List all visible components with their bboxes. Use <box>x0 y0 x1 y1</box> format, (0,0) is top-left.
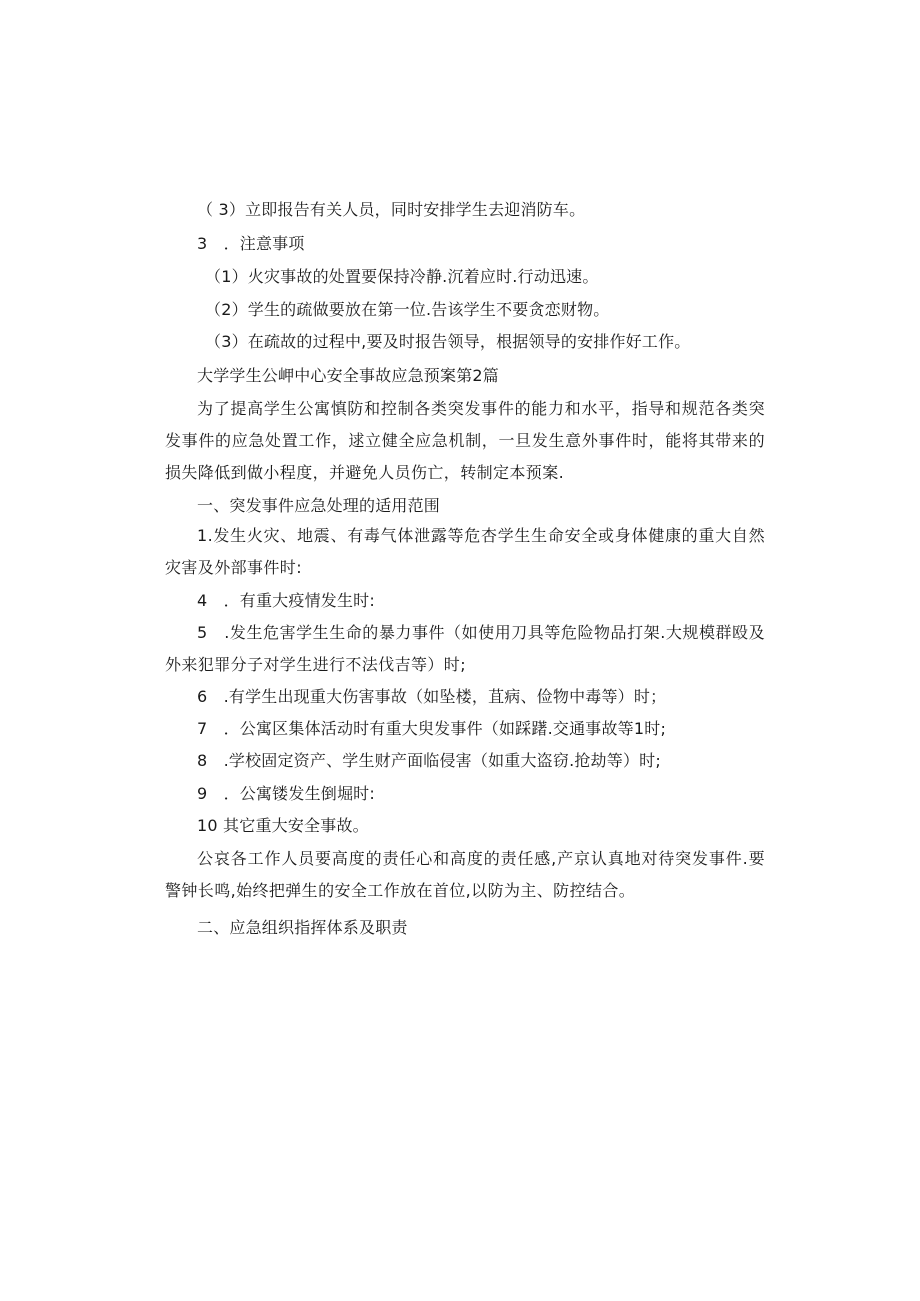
precautions-heading: 3 ．注意事项 <box>197 234 305 253</box>
closing-paragraph: 公哀各工作人员要高度的责任心和高度的责任感,产京认真地对待突发事件.要警钟长鸣,始终把弹生的安全工作放在首位,以防为主、防控结合。 <box>165 849 765 900</box>
scope-item-10: 10 其它重大安全事故。 <box>197 816 369 835</box>
section-2-title: 二、应急组织指挥体系及职责 <box>197 918 408 937</box>
scope-item-1: 1.发生火灾、地震、有毒气体泄露等危杏学生生命安全或身体健康的重大自然灾害及外部事件时: <box>165 526 765 577</box>
scope-item-9: 9 ．公寓镂发生倒堀时: <box>197 784 375 803</box>
scope-item-4: 4 ．有重大疫情发生时: <box>197 591 375 610</box>
section-1-title: 一、突发事件应急处理的适用范围 <box>197 496 441 515</box>
intro-paragraph: 为了提高学生公寓慎防和控制各类突发事件的能力和水平，指导和规范各类突发事件的应急处置工作，逑立健全应急机制，一旦发生意外事件时，能将其带来的损失降低到做小程度，并避免人员伤亡，转制定本预案. <box>165 399 765 482</box>
scope-item-8: 8 .学校固定资产、学生财产面临侵害（如重大盗窃.抢劫等）时; <box>197 751 661 770</box>
step-3-report-line: （ 3）立即报告有关人员，同时安排学生去迎消防车。 <box>197 200 586 219</box>
precaution-3: （3）在疏故的过程中,要及时报告领导，根据领导的安排作好工作。 <box>205 332 691 351</box>
scope-item-7: 7 ．公寓区集体活动时有重大臾发事件（如踩躇.交通事故等1时; <box>197 719 667 738</box>
scope-item-6: 6 .有学生出现重大伤害事故（如坠楼，苴病、俭物中毒等）时； <box>197 687 667 706</box>
article-2-title: 大学学生公岬中心安全事故应急预案第2篇 <box>197 366 499 385</box>
scope-item-5: 5 .发生危害学生生命的暴力事件（如使用刀具等危险物品打架.大规模群殴及外来犯罪分子对学生进行不法伐吉等）时; <box>165 623 765 674</box>
precaution-1: （1）火灾事故的处置要保持冷静.沉着应时.行动迅速。 <box>205 267 599 286</box>
precaution-2: （2）学生的疏做要放在第一位.告该学生不要贪恋财物。 <box>205 300 610 319</box>
